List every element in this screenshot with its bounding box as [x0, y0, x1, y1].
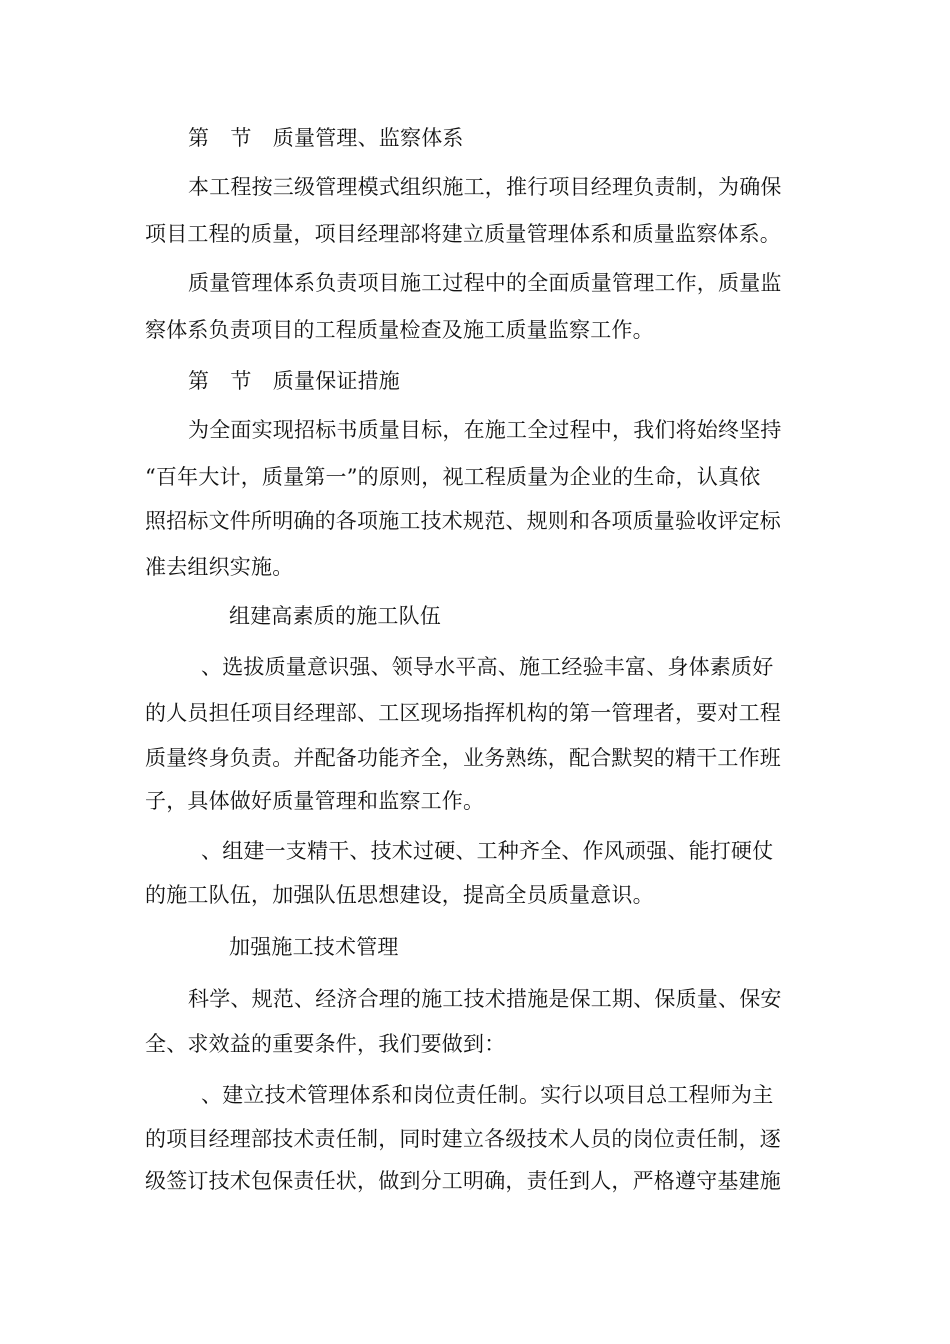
- paragraph-line: 照招标文件所明确的各项施工技术规范、规则和各项质量验收评定标: [145, 509, 781, 533]
- paragraph-line: 为全面实现招标书质量目标，在施工全过程中，我们将始终坚持: [188, 418, 782, 442]
- subheading: 加强施工技术管理: [229, 935, 399, 959]
- list-item-line: 的施工队伍，加强队伍思想建设，提高全员质量意识。: [145, 883, 654, 907]
- paragraph-line: 察体系负责项目的工程质量检查及施工质量监察工作。: [145, 318, 654, 342]
- paragraph-line: 全、求效益的重要条件，我们要做到：: [145, 1032, 506, 1056]
- paragraph-line: 科学、规范、经济合理的施工技术措施是保工期、保质量、保安: [188, 987, 782, 1011]
- subheading: 组建高素质的施工队伍: [229, 604, 441, 628]
- list-item-line: 子，具体做好质量管理和监察工作。: [145, 789, 485, 813]
- section-heading: 第 节 质量保证措施: [188, 369, 400, 393]
- list-item-line: 的项目经理部技术责任制，同时建立各级技术人员的岗位责任制，逐: [145, 1127, 781, 1151]
- paragraph-line: “百年大计，质量第一”的原则，视工程质量为企业的生命，认真依: [145, 465, 761, 489]
- list-item-line: 的人员担任项目经理部、工区现场指挥机构的第一管理者，要对工程: [145, 701, 781, 725]
- paragraph-line: 本工程按三级管理模式组织施工，推行项目经理负责制，为确保: [188, 175, 782, 199]
- paragraph-line: 项目工程的质量，项目经理部将建立质量管理体系和质量监察体系。: [145, 222, 781, 246]
- paragraph-line: 准去组织实施。: [145, 555, 294, 579]
- list-item-line: 质量终身负责。并配备功能齐全，业务熟练，配合默契的精干工作班: [145, 746, 781, 770]
- list-item-line: 、建立技术管理体系和岗位责任制。实行以项目总工程师为主: [201, 1083, 774, 1107]
- section-heading: 第 节 质量管理、监察体系: [188, 126, 464, 150]
- paragraph-line: 质量管理体系负责项目施工过程中的全面质量管理工作，质量监: [188, 271, 782, 295]
- list-item-line: 、选拔质量意识强、领导水平高、施工经验丰富、身体素质好: [201, 655, 774, 679]
- list-item-line: 级签订技术包保责任状，做到分工明确，责任到人，严格遵守基建施: [145, 1169, 781, 1193]
- list-item-line: 、组建一支精干、技术过硬、工种齐全、作风顽强、能打硬仗: [201, 839, 774, 863]
